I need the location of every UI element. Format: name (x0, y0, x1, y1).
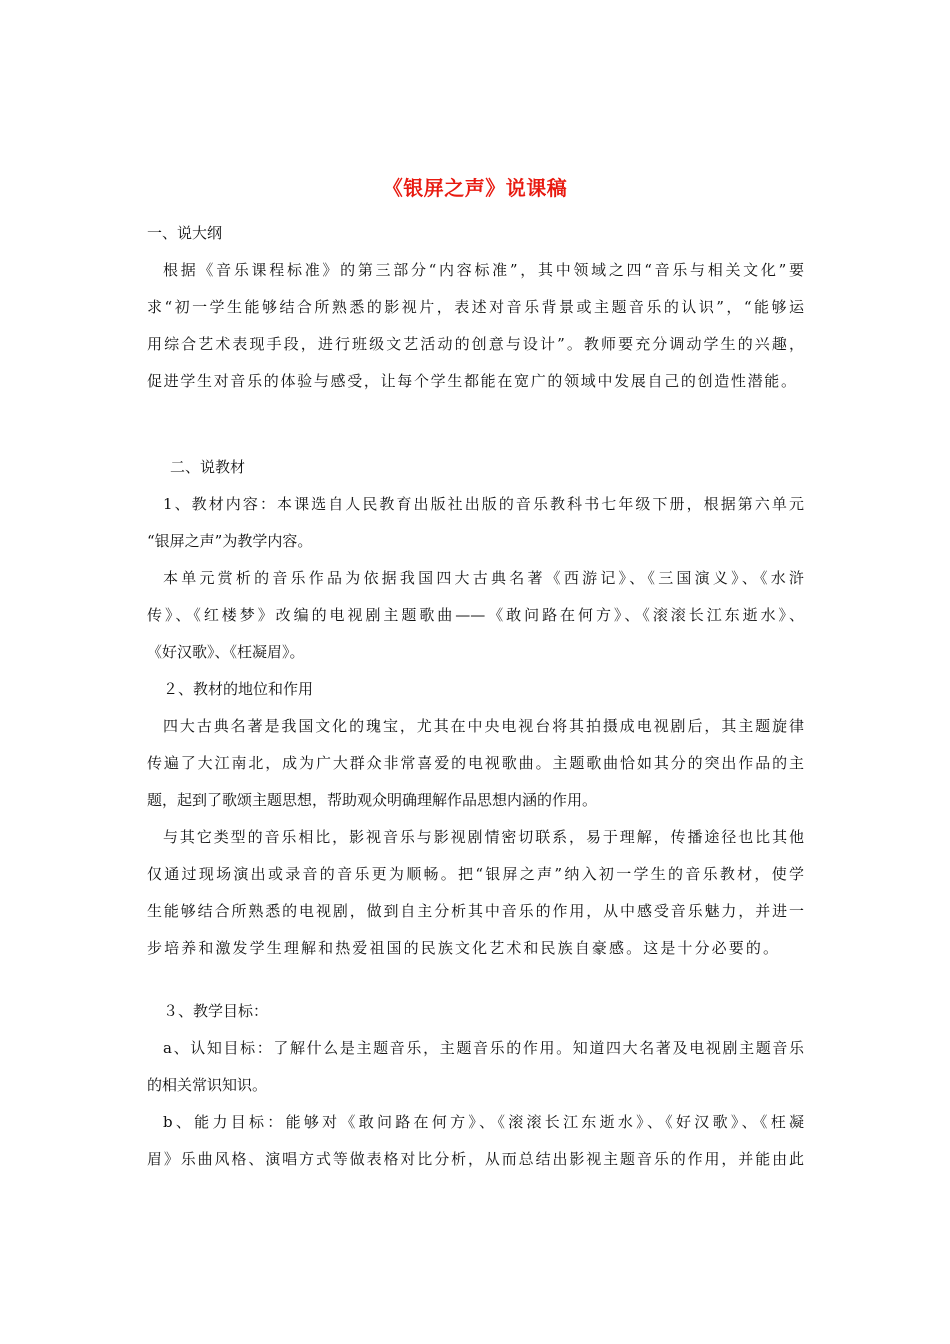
paragraph-line: 1、教材内容：本课选自人民教育出版社出版的音乐教科书七年级下册，根据第六单元 (163, 495, 804, 513)
paragraph-line: a、认知目标：了解什么是主题音乐，主题音乐的作用。知道四大名著及电视剧主题音乐 (163, 1039, 804, 1057)
subheading-role: ２、教材的地位和作用 (163, 680, 314, 698)
paragraph-line: 眉》乐曲风格、演唱方式等做表格对比分析，从而总结出影视主题音乐的作用，并能由此 (147, 1150, 804, 1168)
section-heading-outline: 一、说大纲 (147, 224, 223, 242)
paragraph-line: b、能力目标：能够对《敢问路在何方》、《滚滚长江东逝水》、《好汉歌》、《枉凝 (163, 1113, 804, 1131)
subheading-goals: ３、教学目标： (163, 1002, 269, 1020)
paragraph-line: “银屏之声”为教学内容。 (147, 532, 313, 550)
document-title: 《银屏之声》说课稿 (382, 176, 568, 200)
paragraph-line: 根据《音乐课程标准》的第三部分“内容标准”，其中领域之四“音乐与相关文化”要 (163, 261, 804, 279)
paragraph-line: 生能够结合所熟悉的电视剧，做到自主分析其中音乐的作用，从中感受音乐魅力，并进一 (147, 902, 804, 920)
paragraph-line: 本单元赏析的音乐作品为依据我国四大古典名著《西游记》、《三国演义》、《水浒 (163, 569, 804, 587)
paragraph-line: 步培养和激发学生理解和热爱祖国的民族文化艺术和民族自豪感。这是十分必要的。 (147, 939, 778, 957)
section-heading-textbook: 二、说教材 (170, 458, 246, 476)
paragraph-line: 传遍了大江南北，成为广大群众非常喜爱的电视歌曲。主题歌曲恰如其分的突出作品的主 (147, 754, 804, 772)
paragraph-line: 《好汉歌》、《枉凝眉》。 (147, 643, 305, 661)
paragraph-line: 与其它类型的音乐相比，影视音乐与影视剧情密切联系，易于理解，传播途径也比其他 (163, 828, 804, 846)
paragraph-line: 用综合艺术表现手段，进行班级文艺活动的创意与设计”。教师要充分调动学生的兴趣， (147, 335, 804, 353)
paragraph-line: 的相关常识知识。 (147, 1076, 268, 1094)
paragraph-line: 促进学生对音乐的体验与感受，让每个学生都能在宽广的领域中发展自己的创造性潜能。 (147, 372, 796, 390)
paragraph-line: 求“初一学生能够结合所熟悉的影视片，表述对音乐背景或主题音乐的认识”，“能够运 (147, 298, 804, 316)
paragraph-line: 题，起到了歌颂主题思想，帮助观众明确理解作品思想内涵的作用。 (147, 791, 598, 809)
paragraph-line: 四大古典名著是我国文化的瑰宝，尤其在中央电视台将其拍摄成电视剧后，其主题旋律 (163, 717, 804, 735)
paragraph-line: 传》、《红楼梦》改编的电视剧主题歌曲——《敢问路在何方》、《滚滚长江东逝水》、 (147, 606, 804, 624)
paragraph-line: 仅通过现场演出或录音的音乐更为顺畅。把“银屏之声”纳入初一学生的音乐教材，使学 (147, 865, 804, 883)
